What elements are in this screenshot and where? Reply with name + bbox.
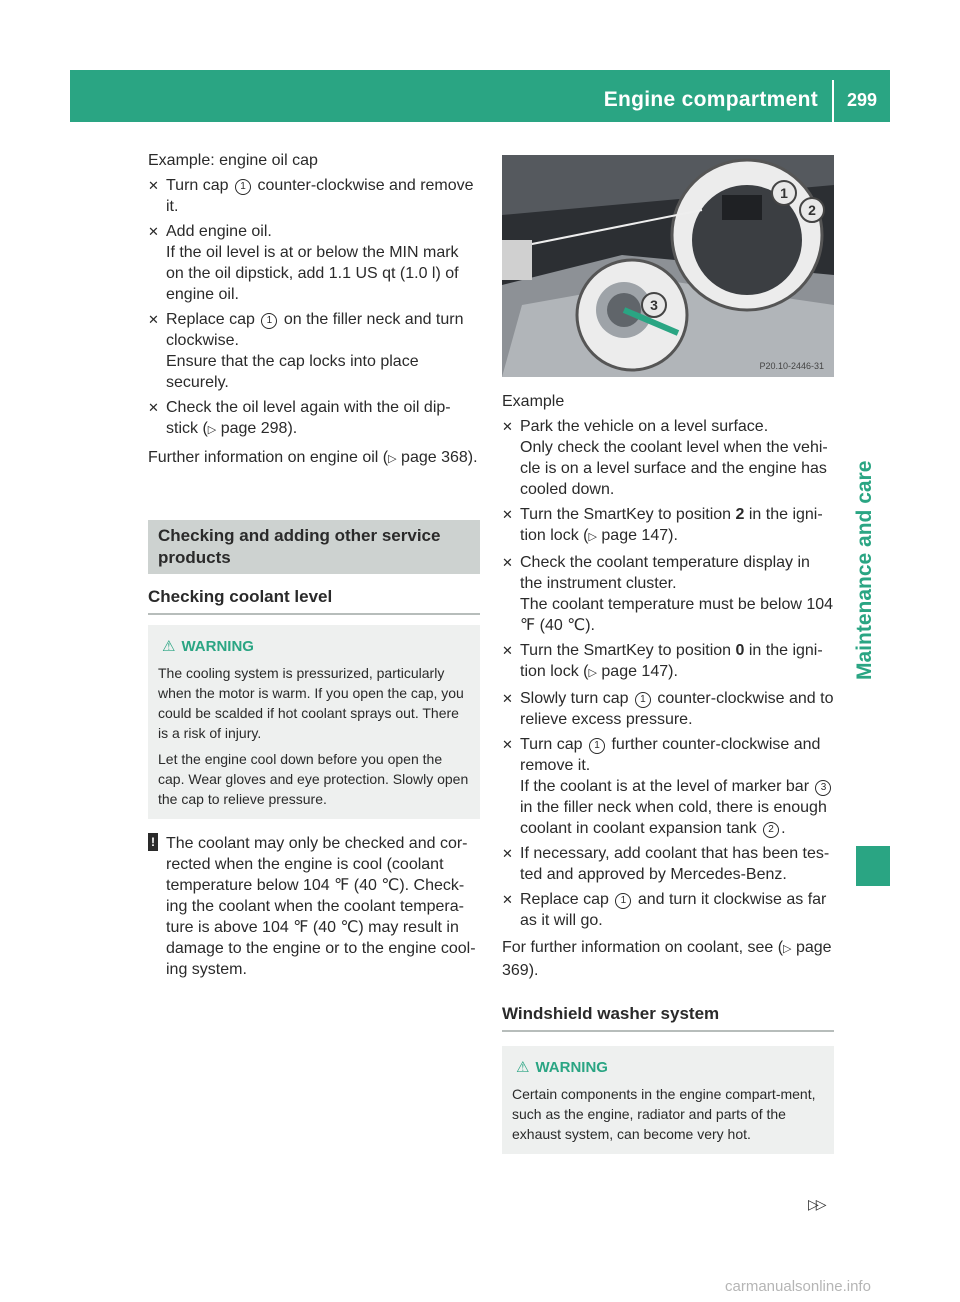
page-link[interactable]: page 369). xyxy=(502,939,832,979)
step-text: in the igni-tion lock ( xyxy=(520,506,823,544)
step-text: Replace cap xyxy=(520,891,614,908)
step-check-temp xyxy=(502,552,834,636)
marker-1-icon: 1 xyxy=(615,893,631,909)
warning-text: The cooling system is pressurized, particularly when the motor is warm. If you open the cap, you could be scalded if hot coolant sprays out. There is a risk of injury. xyxy=(158,665,464,741)
marker-2-icon: 2 xyxy=(763,822,779,838)
step-text: and turn it clockwise as far as it will go. xyxy=(520,891,827,929)
step-text: Park the vehicle on a level surface. xyxy=(520,418,769,435)
further-info xyxy=(148,447,480,470)
warning-text: Let the engine cool down before you open the cap. Wear gloves and eye protection. Slowly open the cap to relieve pressure. xyxy=(158,751,469,807)
further-info xyxy=(502,937,834,981)
page-link[interactable]: page 147). xyxy=(601,527,678,544)
warning-label: WARNING xyxy=(181,638,254,655)
step-arrow-icon: ✕ xyxy=(502,555,513,570)
page-ref-icon: ▷ xyxy=(588,531,597,543)
step-text: Turn the SmartKey to position xyxy=(520,506,736,523)
step-detail: Only check the coolant level when the vehi-cle is on a level surface and the engine has cooled down. xyxy=(520,439,828,498)
step-text: on the filler neck and turn clockwise. xyxy=(166,311,464,349)
step-arrow-icon: ✕ xyxy=(502,691,513,706)
step-text: counter-clockwise and remove it. xyxy=(166,177,474,215)
warning-box xyxy=(502,1046,834,1154)
marker-1-icon: 1 xyxy=(635,692,651,708)
step-text: Slowly turn cap xyxy=(520,690,633,707)
further-text: Further information on engine oil ( xyxy=(148,449,389,466)
step-text: If necessary, add coolant that has been tes-ted and approved by Mercedes-Benz. xyxy=(520,845,830,883)
step-slowly-turn xyxy=(502,688,834,730)
photo-code: P20.10-2446-31 xyxy=(759,361,824,371)
step-replace-cap xyxy=(502,889,834,931)
intro-text: Example: engine oil cap xyxy=(148,152,318,169)
step-arrow-icon: ✕ xyxy=(148,224,159,239)
step-detail: in the filler neck when cold, there is enough coolant in coolant expansion tank xyxy=(520,799,827,837)
warning-text: Certain components in the engine compart-ment, such as the engine, radiator and parts of the exhaust system, can become very hot. xyxy=(512,1086,816,1142)
marker-1-icon: 1 xyxy=(235,179,251,195)
step-arrow-icon: ✕ xyxy=(148,312,159,327)
step-arrow-icon: ✕ xyxy=(502,846,513,861)
marker-3-icon: 3 xyxy=(650,297,658,313)
note-text: The coolant may only be checked and cor-rected when the engine is cool (coolant temperature below 104 ℉ (40 ℃). Check-ing the coolant when the coolant tempera-ture is above 104 ℉ (40 ℃) may result in damage to the engine or to the engine cool-ing system. xyxy=(166,835,476,978)
step-detail: . xyxy=(781,820,786,837)
step-add-oil xyxy=(148,221,480,305)
step-park xyxy=(502,416,834,500)
marker-2-icon: 2 xyxy=(808,202,816,218)
subsection-heading: Windshield washer system xyxy=(502,1003,834,1032)
step-key-2 xyxy=(502,504,834,548)
step-arrow-icon: ✕ xyxy=(502,737,513,752)
step-text: further counter-clockwise and remove it. xyxy=(520,736,821,774)
warning-icon: ⚠ xyxy=(516,1059,530,1076)
step-text: Turn cap xyxy=(520,736,587,753)
warning-box xyxy=(148,625,480,819)
step-text: Replace cap xyxy=(166,311,260,328)
step-text: Check the coolant temperature display in the instrument cluster. xyxy=(520,554,810,592)
page-number: 299 xyxy=(846,90,878,110)
position-value: 0 xyxy=(735,642,745,659)
step-text: counter-clockwise and to relieve excess pressure. xyxy=(520,690,834,728)
step-arrow-icon: ✕ xyxy=(502,643,513,658)
page-ref-icon: ▷ xyxy=(783,943,792,955)
step-replace-cap xyxy=(148,309,480,393)
page-link[interactable]: page 368). xyxy=(401,449,478,466)
engine-illustration xyxy=(502,155,834,377)
warning-label: WARNING xyxy=(535,1059,608,1076)
step-arrow-icon: ✕ xyxy=(502,507,513,522)
marker-1-icon: 1 xyxy=(261,313,277,329)
header-bar xyxy=(70,70,890,122)
step-arrow-icon: ✕ xyxy=(502,419,513,434)
page-title: Engine compartment xyxy=(603,88,818,111)
step-text: in the igni-tion lock ( xyxy=(520,642,823,680)
engine-photo xyxy=(502,155,834,377)
marker-1-icon: 1 xyxy=(589,738,605,754)
step-arrow-icon: ✕ xyxy=(502,892,513,907)
watermark: carmanualsonline.info xyxy=(725,1278,871,1295)
side-tab-label: Maintenance and care xyxy=(853,460,876,680)
step-detail: The coolant temperature must be below 104 ℉ (40 ℃). xyxy=(520,596,834,634)
step-text: Turn cap xyxy=(166,177,233,194)
exclamation-icon: ! xyxy=(148,833,158,851)
page-ref-icon: ▷ xyxy=(207,424,217,436)
left-column xyxy=(148,150,480,980)
page-link[interactable]: page 147). xyxy=(601,663,678,680)
side-tab-marker xyxy=(856,846,890,886)
step-text: Turn the SmartKey to position xyxy=(520,642,736,659)
step-arrow-icon: ✕ xyxy=(148,400,159,415)
section-heading: Checking and adding other service products xyxy=(148,520,480,574)
step-check-oil xyxy=(148,397,480,441)
right-column xyxy=(502,155,834,1154)
step-add-coolant xyxy=(502,843,834,885)
step-detail: If the coolant is at the level of marker bar xyxy=(520,778,814,795)
step-remove-cap xyxy=(502,734,834,839)
note-box xyxy=(148,833,480,980)
step-detail: If the oil level is at or below the MIN mark on the oil dipstick, add 1.1 US qt (1.0 l) of engine oil. xyxy=(166,244,459,303)
step-key-0 xyxy=(502,640,834,684)
marker-3-icon: 3 xyxy=(815,780,831,796)
page-link[interactable]: page 298). xyxy=(220,420,298,437)
step-text: Check the oil level again with the oil dip-stick ( xyxy=(166,399,451,437)
position-value: 2 xyxy=(735,506,745,523)
page-ref-icon: ▷ xyxy=(588,667,597,679)
step-turn-cap xyxy=(148,175,480,217)
continue-icon: ▷▷ xyxy=(808,1196,824,1212)
marker-1-icon: 1 xyxy=(780,185,788,201)
step-text: Add engine oil. xyxy=(166,223,272,240)
page-ref-icon: ▷ xyxy=(388,453,397,465)
further-text: For further information on coolant, see ( xyxy=(502,939,784,956)
step-arrow-icon: ✕ xyxy=(148,178,159,193)
subsection-heading: Checking coolant level xyxy=(148,586,480,615)
step-detail: Ensure that the cap locks into place securely. xyxy=(166,353,419,391)
warning-icon: ⚠ xyxy=(162,638,176,655)
photo-caption: Example xyxy=(502,393,565,410)
